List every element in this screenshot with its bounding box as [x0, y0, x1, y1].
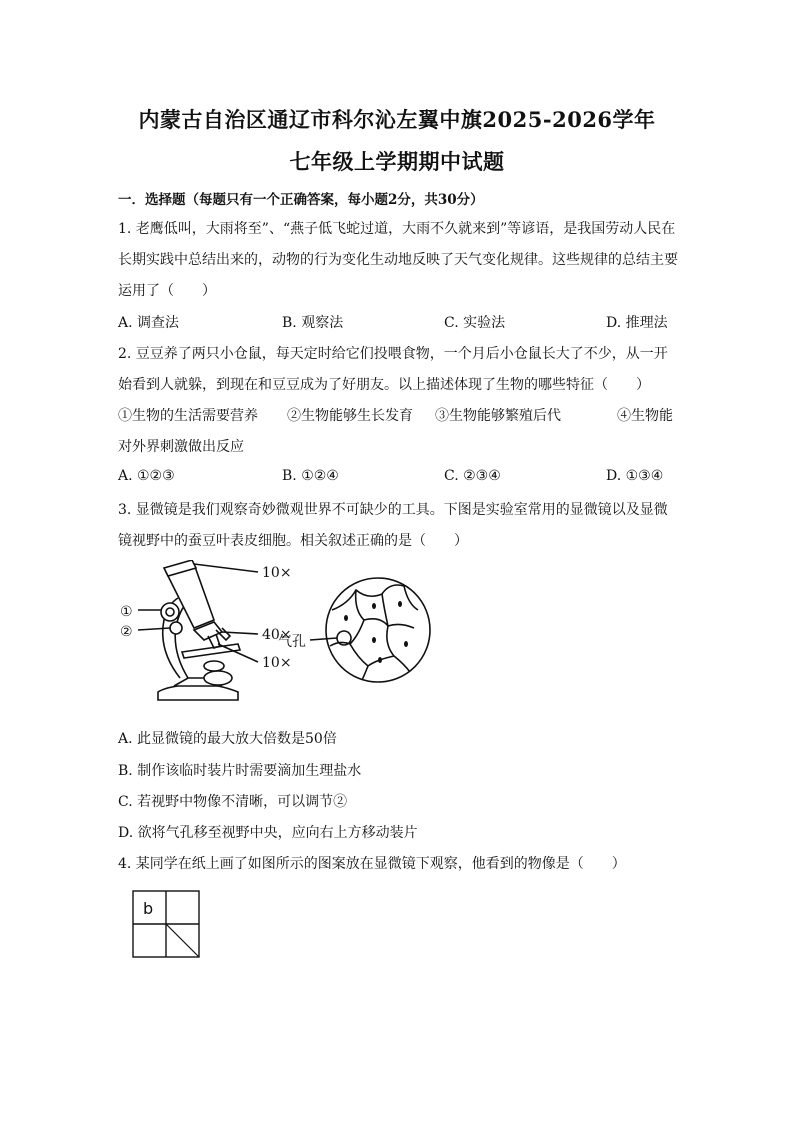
- grid-letter: b: [143, 899, 154, 918]
- q3-line-2: 镜视野中的蚕豆叶表皮细胞。相关叙述正确的是（ ）: [118, 533, 468, 549]
- eyepiece-label: 10×: [262, 565, 292, 581]
- q1-line-3: 运用了（ ）: [118, 283, 216, 299]
- q3-option-b[interactable]: B. 制作该临时装片时需要滴加生理盐水: [118, 763, 362, 779]
- q2-statement-cont: 对外界刺激做出反应: [118, 439, 244, 455]
- q3-option-d[interactable]: D. 欲将气孔移至视野中央，应向右上方移动装片: [118, 825, 418, 841]
- q1-line-2: 长期实践中总结出来的，动物的行为变化生动地反映了天气变化规律。这些规律的总结主要: [118, 252, 678, 268]
- q2-statement-3: ③生物能够繁殖后代: [435, 408, 561, 424]
- objective-low-label: 10×: [262, 655, 292, 671]
- section-heading: 一．选择题（每题只有一个正确答案，每小题2分，共30分）: [118, 192, 484, 208]
- q2-statement-2: ②生物能够生长发育: [287, 408, 413, 424]
- microscope-diagram: [118, 560, 438, 710]
- part-1-label: ①: [120, 604, 133, 620]
- q1-option-d[interactable]: D. 推理法: [606, 315, 668, 331]
- q2-statement-1: ①生物的生活需要营养: [118, 408, 258, 424]
- stoma-label: 气孔: [278, 634, 306, 650]
- grid-drawing: [132, 890, 200, 958]
- objective-high-label: 40×: [262, 627, 292, 643]
- q2-option-a[interactable]: A. ①②③: [118, 468, 175, 484]
- q3-option-c[interactable]: C. 若视野中物像不清晰，可以调节②: [118, 794, 348, 810]
- q2-option-d[interactable]: D. ①③④: [606, 468, 664, 484]
- q2-option-c[interactable]: C. ②③④: [444, 468, 501, 484]
- exam-subtitle: 七年级上学期期中试题: [289, 149, 505, 174]
- q4-pattern-grid: [132, 890, 200, 958]
- q1-option-a[interactable]: A. 调查法: [118, 315, 180, 331]
- q1-option-b[interactable]: B. 观察法: [282, 315, 344, 331]
- q2-line-2: 始看到人就躲，到现在和豆豆成为了好朋友。以上描述体现了生物的哪些特征（ ）: [118, 377, 650, 393]
- q2-line-1: 2. 豆豆养了两只小仓鼠，每天定时给它们投喂食物，一个月后小仓鼠长大了不少，从一开: [118, 346, 668, 362]
- q2-statement-4: ④生物能: [617, 408, 673, 424]
- q3-line-1: 3. 显微镜是我们观察奇妙微观世界不可缺少的工具。下图是实验室常用的显微镜以及显微: [118, 502, 668, 518]
- q1-option-c[interactable]: C. 实验法: [444, 315, 506, 331]
- q1-line-1: 1. 老鹰低叫，大雨将至”、“燕子低飞蛇过道，大雨不久就来到”等谚语，是我国劳动人民在: [118, 221, 676, 237]
- part-2-label: ②: [120, 624, 133, 640]
- q3-option-a[interactable]: A. 此显微镜的最大放大倍数是50倍: [118, 731, 337, 747]
- microscope-figure: [118, 560, 438, 710]
- q4-line: 4. 某同学在纸上画了如图所示的图案放在显微镜下观察，他看到的物像是（ ）: [118, 856, 626, 872]
- q2-option-b[interactable]: B. ①②④: [282, 468, 339, 484]
- exam-title: 内蒙古自治区通辽市科尔沁左翼中旗2025-2026学年: [138, 107, 656, 132]
